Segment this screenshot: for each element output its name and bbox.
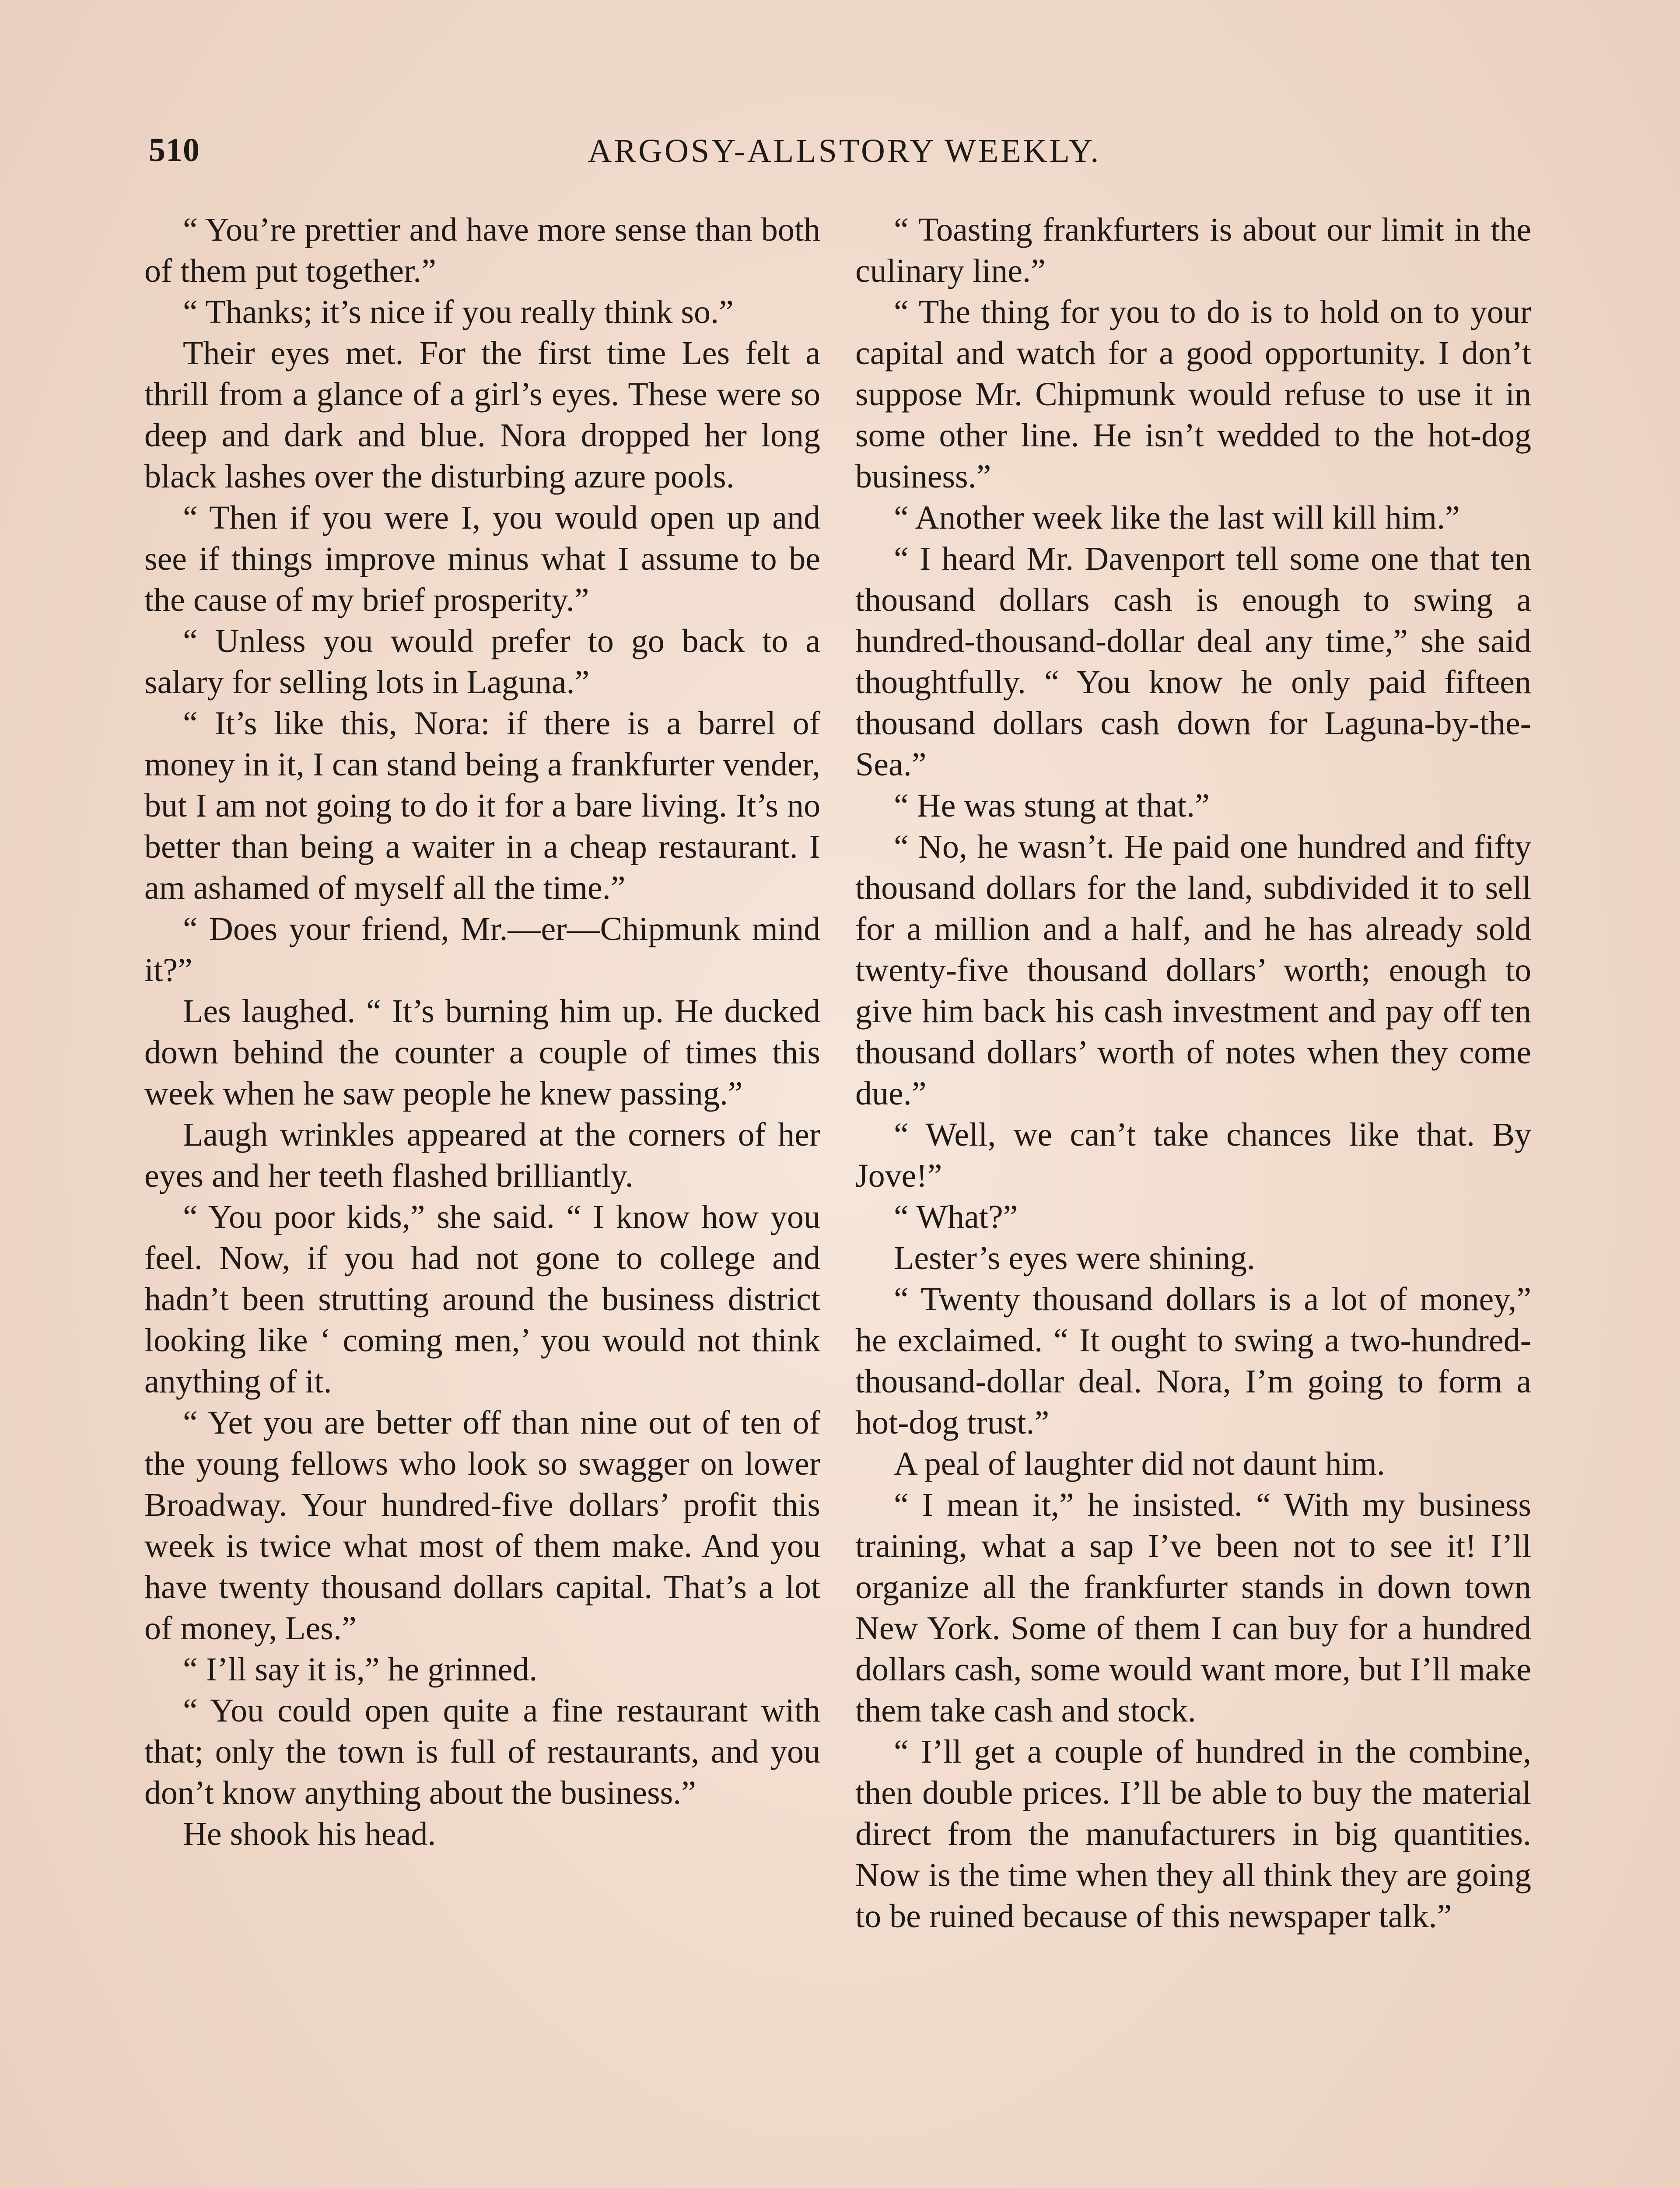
running-head: ARGOSY-ALLSTORY WEEKLY. [588,133,1101,169]
paragraph: “ You’re prettier and have more sense than both of them put together.” [144,211,820,289]
paragraph: “ The thing for you to do is to hold on to your capital and watch for a good opportunity. I don’t suppose Mr. Chipmunk would refuse to use it in some other line. He isn’t wedded to the hot-dog business.” [855,294,1531,495]
paragraph: A peal of laughter did not daunt him. [894,1445,1385,1482]
paragraph: Laugh wrinkles appeared at the corners of her eyes and her teeth flashed brilliantly. [144,1116,820,1194]
paragraph: “ I heard Mr. Davenport tell some one that ten thousand dollars cash is enough to swing a hundred-thousand-dollar deal any time,” she said thoughtfully. “ You know he only paid fifteen thousand dollars cash down for Laguna-by-the-Sea.” [855,540,1531,783]
paragraph: “ Unless you would prefer to go back to a salary for selling lots in Laguna.” [144,623,820,701]
paragraph: “ Does your friend, Mr.—er—Chipmunk mind it?” [144,911,820,989]
paragraph: “ He was stung at that.” [894,787,1210,824]
paragraph: “ You could open quite a fine restaurant with that; only the town is full of restaurants, and you don’t know anything about the business.” [144,1692,820,1811]
right-column [855,209,1531,2188]
paragraph: “ Thanks; it’s nice if you really think so.” [183,294,734,330]
paragraph: “ Twenty thousand dollars is a lot of money,” he exclaimed. “ It ought to swing a two-hundred-thousand-dollar deal. Nora, I’m going to form a hot-dog trust.” [855,1281,1531,1441]
paragraph: “ Another week like the last will kill him.” [894,499,1460,536]
paragraph: “ I’ll get a couple of hundred in the combine, then double prices. I’ll be able to buy the material direct from the manufacturers in big quantities. Now is the time when they all think they are going to be ruined because of this newspaper talk.” [855,1733,1531,1935]
paragraph: Les laughed. “ It’s burning him up. He ducked down behind the counter a couple of times this week when he saw people he knew passing.” [144,993,820,1112]
paragraph: He shook his head. [183,1816,436,1852]
paragraph: “ What?” [894,1199,1018,1235]
paragraph: “ Yet you are better off than nine out of ten of the young fellows who look so swagger on lower Broadway. Your hundred-five dollars’ profit this week is twice what most of them make. And you have twenty thousand dollars capital. That’s a lot of money, Les.” [144,1404,820,1647]
paragraph: “ No, he wasn’t. He paid one hundred and fifty thousand dollars for the land, subdivided it to sell for a million and a half, and he has already sold twenty-five thousand dollars’ worth; enough to give him back his cash investment and pay off ten thousand dollars’ worth of notes when they come due.” [855,828,1531,1112]
paragraph: “ Then if you were I, you would open up and see if things improve minus what I assume to be the cause of my brief prosperity.” [144,499,820,618]
paragraph: “ I mean it,” he insisted. “ With my business training, what a sap I’ve been not to see it! I’ll organize all the frankfurter stands in down town New York. Some of them I can buy for a hundred dollars cash, some would want more, but I’ll make them take cash and stock. [855,1487,1531,1729]
page-number: 510 [149,132,200,168]
paragraph: “ I’ll say it is,” he grinned. [183,1651,538,1688]
left-column [144,209,820,2188]
page-header [149,131,1540,179]
paragraph: “ It’s like this, Nora: if there is a barrel of money in it, I can stand being a frankfurter vender, but I am not going to do it for a bare living. It’s no better than being a waiter in a cheap restaurant. I am ashamed of myself all the time.” [144,705,820,906]
paragraph: Lester’s eyes were shining. [894,1240,1255,1276]
paragraph: “ Toasting frankfurters is about our limit in the culinary line.” [855,211,1531,289]
paragraph: Their eyes met. For the first time Les felt a thrill from a glance of a girl’s eyes. These were so deep and dark and blue. Nora dropped her long black lashes over the disturbing azure pools. [144,335,820,495]
paragraph: “ You poor kids,” she said. “ I know how you feel. Now, if you had not gone to college and hadn’t been strutting around the business district looking like ‘ coming men,’ you would not think anything of it. [144,1199,820,1400]
paragraph: “ Well, we can’t take chances like that. By Jove!” [855,1116,1531,1194]
